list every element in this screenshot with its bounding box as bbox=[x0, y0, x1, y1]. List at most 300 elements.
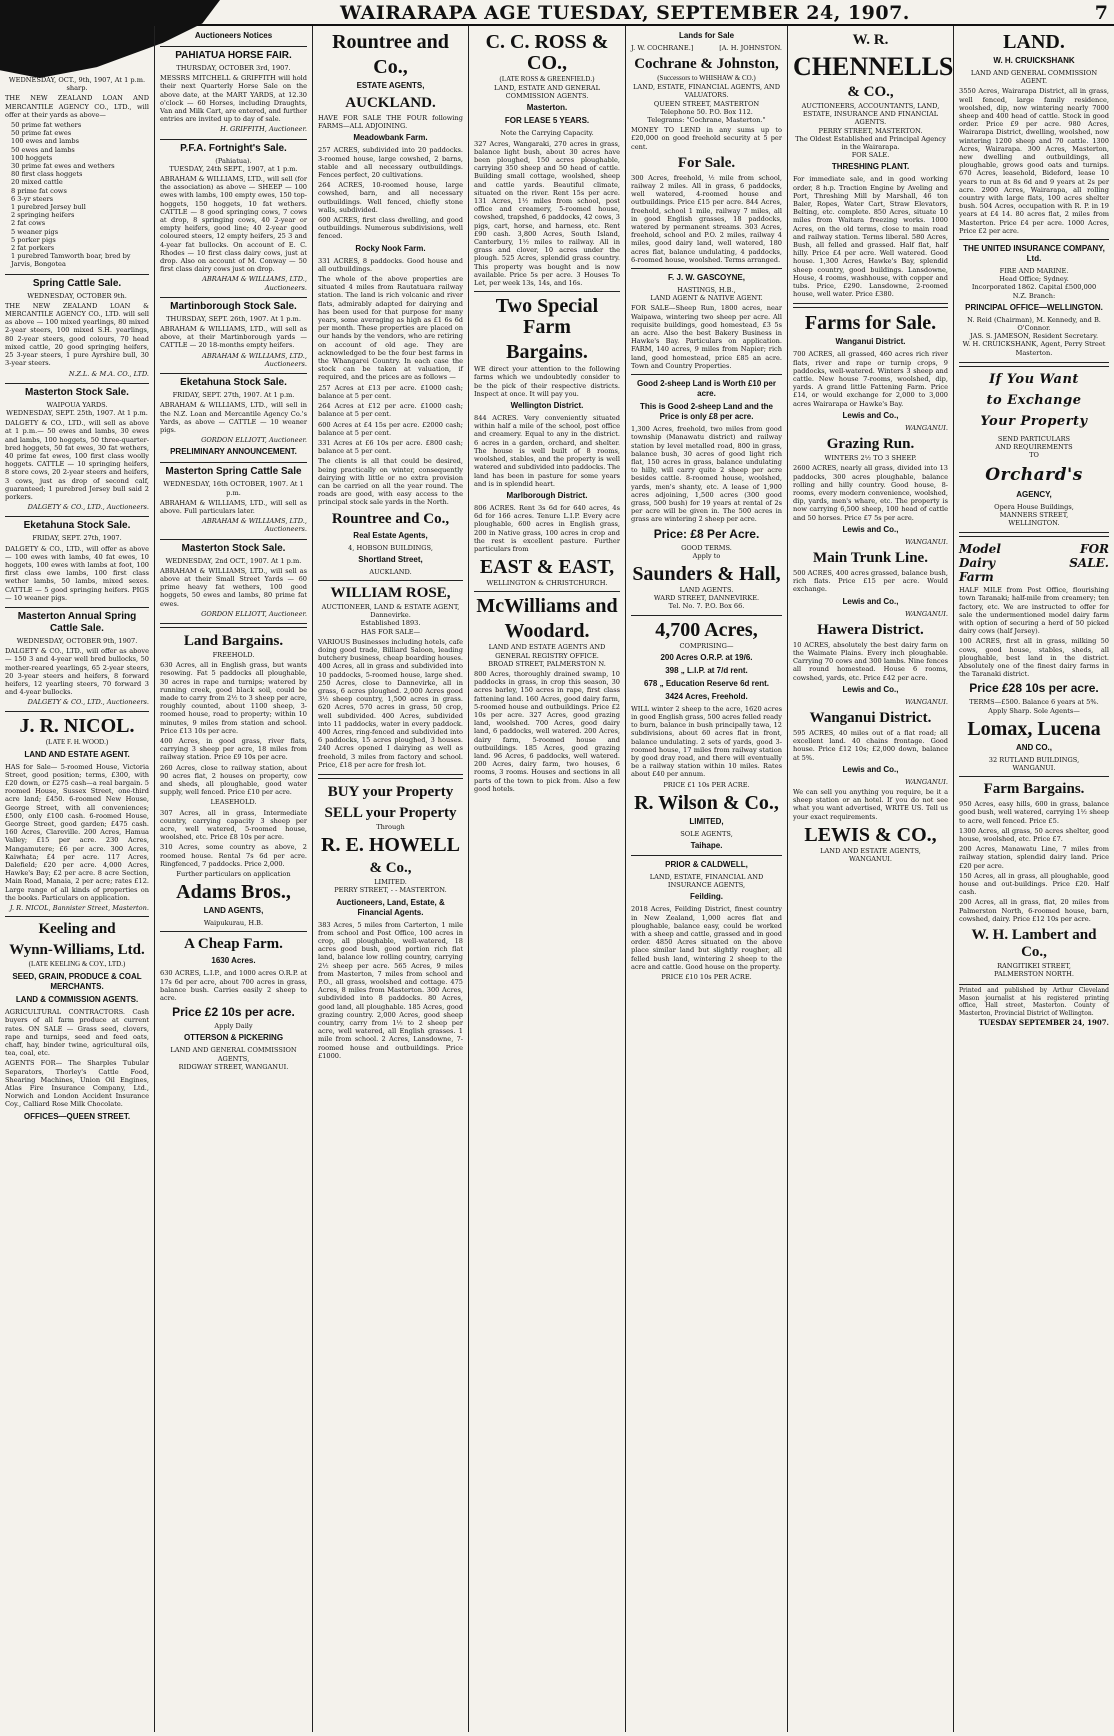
advertiser-branch: N.Z. Branch: bbox=[1012, 291, 1056, 300]
advert-title: For Sale. bbox=[677, 154, 736, 171]
advertiser-name: R. E. HOWELL bbox=[321, 834, 460, 857]
advertiser-name: Cochrane & Johnston, bbox=[634, 56, 779, 73]
divider bbox=[318, 774, 463, 779]
advert-title: Two Special Farm bbox=[495, 295, 599, 339]
advert-title: A Cheap Farm. bbox=[184, 936, 283, 953]
list-item: 50 prime fat wethers bbox=[11, 121, 82, 130]
advertiser-secretary: JAS. S. JAMESON, Resident Secretary. bbox=[969, 332, 1099, 341]
advertiser-name: W. H. Lambert and Co., bbox=[971, 927, 1097, 960]
section-body: ABRAHAM & WILLIAMS, LTD., will sell as above, at their Martinborough yards — CATTLE — 20 18-months empty heifers. bbox=[160, 325, 307, 350]
advert-title: SELL your Property bbox=[324, 805, 457, 821]
advertiser-name: Lewis and Co., bbox=[842, 410, 899, 420]
divider bbox=[959, 362, 1109, 367]
advert-price: Price £28 10s per acre. bbox=[969, 681, 1099, 696]
section-body: MESSRS MITCHELL & GRIFFITH will hold their next Quarterly Horse Sale on the above date, at the MART YARDS, at 12.30 o'clock — 60 Horses, including Draughts, Van and Milk Cart, are entered, and further entries are invited up to day of sale. bbox=[160, 74, 307, 124]
advert-body: HAVE FOR SALE THE FOUR following FARMS—ALL ADJOINING. bbox=[318, 114, 463, 131]
advert-body: 264 ACRES, 10-roomed house, large cowshed, barn, and all necessary outbuildings. Well fenced, chiefly stone walls, subdivided. bbox=[318, 181, 463, 214]
advertiser-address: 4, HOBSON BUILDINGS, bbox=[348, 543, 433, 552]
advertiser-role: LAND AND ESTATE AGENT. bbox=[24, 749, 130, 759]
advert-title: Farm Bargains. bbox=[983, 781, 1085, 798]
advertiser-address: WELLINGTON & CHRISTCHURCH. bbox=[486, 579, 608, 588]
advert-terms: GOOD TERMS. bbox=[681, 543, 732, 552]
advertiser-place: WANGANUI. bbox=[904, 609, 948, 618]
advertiser-address: QUEEN STREET, MASTERTON bbox=[653, 99, 760, 108]
advertiser-place: WANGANUI. bbox=[848, 854, 893, 863]
advert-subtitle: Wellington District. bbox=[510, 401, 584, 411]
advert-title: Main Trunk Line. bbox=[813, 549, 928, 566]
list-item: 264 Acres at £12 per acre. £1000 cash; balance at 5 per cent. bbox=[318, 402, 463, 419]
divider bbox=[474, 291, 620, 292]
advertiser-name: Lewis and Co., bbox=[842, 684, 899, 694]
advert-title: If You Want bbox=[989, 371, 1079, 387]
section-signature: ABRAHAM & WILLIAMS, LTD., Auctioneers. bbox=[202, 517, 307, 534]
column-6 bbox=[788, 26, 954, 1732]
divider bbox=[959, 239, 1109, 240]
column-2 bbox=[155, 26, 313, 1732]
advertiser-name: OTTERSON & PICKERING bbox=[183, 1033, 284, 1043]
advert-body: 200 Acres, all in grass, flat, 20 miles from Palmerston North, 6-roomed house, barn, cowshed, dairy. Price £12 10s per acre. bbox=[959, 898, 1109, 923]
advertiser-office: Head Office; Sydney. bbox=[999, 275, 1069, 284]
section-body: DALGETY & CO., LTD., will offer as above — 150 3 and 4-year well bred bullocks, 50 mother-reared yearlings, 65 2-year steers, 20 3-year steers and heifers, 8 forward heifers, 12 yearling steers, 70 forward 3 and 4-year bullocks. bbox=[5, 647, 149, 697]
sale-date: WEDNESDAY, OCT., 9th, 1907, At 1 p.m. sharp. bbox=[8, 76, 146, 93]
advertiser-role: LAND AGENTS, bbox=[203, 906, 264, 916]
advertiser-capital: Incorporated 1862. Capital £500,000 bbox=[971, 283, 1097, 292]
advert-body: 2018 Acres, Feilding District, finest country in New Zealand, 1,000 acres flat and ploughable, balance easy, could be worked with a sheep and cattle, grassed and in good order. 4850 Acres situated on the above place similar land but slightly rougher, all felled bush land, wintering 2 sheep to the acre and cattle. Good house on the property. bbox=[631, 905, 782, 971]
advert-footer: Further particulars on application bbox=[176, 870, 291, 879]
divider bbox=[5, 916, 149, 917]
model-dairy-heading bbox=[959, 542, 1109, 556]
advert-body: 300 Acres, freehold, ½ mile from school, railway 2 miles. All in grass, 6 paddocks, well watered, 4-roomed house and outbuildings. Price £15 per acre. 844 Acres, freehold, school 1 mile, railway 7 miles, all in good English grasses, 18 paddocks, watered by permanent streams. 303 Acres, freehold, school and P.O. 2 miles, railway 4 miles, good dairy land, well watered, 180 acres flat, balance undulating, 4 paddocks, 6-roomed house, woolshed. Terms arranged. bbox=[631, 173, 782, 264]
advertiser-name: Lewis and Co., bbox=[842, 596, 899, 606]
advert-body: The clients is all that could be desired, being practically on winter, consequently dairying with little or no extra provision can be carried on all the year round. The roads are good, with easy access to the principal stock sale yards in the North. bbox=[318, 457, 463, 507]
section-heading: Spring Cattle Sale. bbox=[5, 274, 149, 290]
list-item: 6 3-yr steers bbox=[11, 194, 54, 203]
cattle-list bbox=[5, 178, 149, 227]
advertiser-name: R. Wilson & Co., bbox=[634, 791, 779, 814]
advertiser-sub: (Successors to WHISHAW & CO.) bbox=[657, 74, 756, 83]
advert-title: Hawera District. bbox=[817, 621, 924, 638]
advertiser-place: WANGANUI. bbox=[904, 537, 948, 546]
advertiser-place: WANGANUI. bbox=[904, 777, 948, 786]
advert-apply: Apply to bbox=[692, 551, 721, 560]
advert-body: 307 Acres, all in grass, Intermediate country, carrying capacity 3 sheep per acre, well watered, 5-roomed house, woolshed, etc. Price £8 10s per acre. bbox=[160, 808, 307, 842]
column-header: Lands for Sale bbox=[678, 31, 735, 40]
advert-body: 200 Acres, Manawatu Line, 7 miles from railway station, splendid dairy land. Price £20 per acre. bbox=[959, 845, 1109, 870]
advertiser-role: LAND AND ESTATE AGENTS, bbox=[820, 846, 921, 855]
section-body: ABRAHAM & WILLIAMS, LTD., will sell in the N.Z. Loan and Mercantile Agency Co.'s Yards, as above — CATTLE — 10 weaner pigs. bbox=[160, 401, 307, 434]
advert-body: 600 ACRES, first class dwelling, and good outbuildings. Numerous subdivisions, well fenced. bbox=[318, 216, 463, 241]
advert-title: Wanganui District. bbox=[809, 709, 932, 726]
divider bbox=[631, 268, 782, 269]
section-date: THURSDAY, OCTOBER 3rd, 1907. bbox=[176, 64, 291, 72]
section-signature: GORDON ELLIOTT, Auctioneer. bbox=[201, 436, 307, 445]
advert-subtitle: Rocky Nook Farm. bbox=[355, 243, 426, 253]
list-item: 50 ewes and lambs bbox=[11, 145, 75, 154]
list-item: 3424 Acres, Freehold. bbox=[665, 691, 748, 701]
advertiser-role: LAND, ESTATE AND GENERAL COMMISSION AGENTS. bbox=[494, 84, 600, 101]
advertiser-name: Lewis and Co., bbox=[842, 764, 899, 774]
advertiser-role: LAND AND ESTATE AGENTS AND GENERAL REGISTRY OFFICE. bbox=[488, 643, 606, 660]
advertiser-name: Orchard's bbox=[985, 464, 1083, 485]
list-item: 257 Acres at £13 per acre. £1000 cash; balance at 5 per cent. bbox=[318, 383, 463, 400]
list-item: 600 Acres at £4 15s per acre. £2000 cash; balance at 5 per cent. bbox=[318, 420, 463, 437]
list-item: 331 Acres at £6 10s per acre. £800 cash; balance at 5 per cent. bbox=[318, 438, 463, 456]
section-date: THURSDAY, SEPT. 26th, 1907. At 1 p.m. bbox=[166, 314, 301, 323]
advert-body: FOR SALE—Sheep Run, 1800 acres, near Waipawa, wintering two sheep per acre. All requisite buildings, good homestead, £3 5s an acre. Also the best Bakery Business in Hawke's Bay. Particulars on application. FARM, 140 acres, 9 miles from Napier; rich land, good homestead, price £85 an acre. Town and Country Properties. bbox=[631, 304, 782, 370]
advertiser-role: Real Estate Agents, bbox=[353, 530, 428, 540]
list-item: 100 hoggets bbox=[11, 153, 53, 162]
list-item: 50 prime fat ewes bbox=[11, 129, 72, 138]
advertiser-sub: (LATE KEELING & COY., LTD.) bbox=[28, 960, 126, 969]
advert-body: 310 Acres, some country as above, 2 roomed house. Rental 7s 6d per acre. Ringfenced, 7 paddocks. Price 2,000. bbox=[160, 843, 307, 868]
nz-loan-intro: THE NEW ZEALAND LOAN AND MERCANTILE AGENCY CO., LTD., will offer at their yards as above— bbox=[5, 94, 149, 119]
advertiser-sub: (LATE ROSS & GREENFIELD.) bbox=[499, 75, 595, 83]
advert-body: 1,300 Acres, freehold, two miles from good township (Manawatu district) and railway station by level metalled road, 800 in grass, balance bush, 30 acres of good light rich flat, 150 acres in grass, balance undulating to hilly, will carry quite 2 sheep per acre besides cattle. 8-roomed house, woolshed, yards, men's shanty, etc. A lease of 1,900 acres adjoining, 1,500 acres (300 good grass, 500 bush) for 19 years at rental of 2s per acre will be given in. The 500 acres in grass are wintering 2 sheep per acre. bbox=[631, 425, 782, 524]
advert-body: 383 Acres, 5 miles from Carterton, 1 mile from school and Post Office, 100 acres in crop, all ploughable, well-watered, 18 acres good bush, good portion rich flat land, balance low rolling country, carrying 2½ sheep per acre. 565 Acres, 9 miles from Masterton, 7 miles from school and P.O., all grass, woolshed and cottage. 475 Acres, 8 miles from Masterton. 300 Acres, subdivided into 8 paddocks. 80 Acres, good land, all ploughable. 185 Acres, good grazing country. 2,000 Acres, good sheep country, carry from 1½ to 2 sheep per acre, well watered, all English grasses. 1 mile from school. 2 Acres, Lansdowne, 7-roomed house and outbuildings. Price £1000. bbox=[318, 920, 463, 1060]
advertiser-name: EAST & EAST, bbox=[479, 556, 615, 579]
section-body: DALGETY & CO., LTD., will sell as above at 1 p.m.— 50 ewes and lambs, 30 ewes and lambs, 100 hoggets, 50 three-quarter-bred hoggets, 50 fat ewes, 30 fat wethers, 40 prime fat ewes, 100 first class woolly hoggets. CATTLE — 10 springing heifers, 8 store cows, 20 2-year steers and heifers, 3 cows, just as drop of second calf, guaranteed; 1 purebred Jersey bull said 2 porkers. bbox=[5, 419, 149, 501]
section-heading: Masterton Annual Spring Cattle Sale. bbox=[5, 607, 149, 635]
advert-body: 400 Acres, in good grass, river flats, carrying 3 sheep per acre, 18 miles from railway station. Price £9 10s per acre. bbox=[160, 736, 307, 762]
partner-names bbox=[631, 44, 782, 52]
advert-subtitle: Marlborough District. bbox=[506, 490, 588, 500]
heading-word: Model bbox=[959, 542, 1001, 557]
column-7 bbox=[954, 26, 1114, 1732]
advert-body: For immediate sale, and in good working order, 8 h.p. Traction Engine by Aveling and Port, Threshing Mill by Marshall, 46 ton Baler, Ropes, Water Cart, Straw Elevators, Belting, etc. complete. 850 Acres, situate 10 miles from Waitara freezing works. 1000 Acres, on the old terms, close to main road and railway station. Terms liberal. 580 Acres, Bush, all felled and grassed. Half flat, half hilly. Price £4 per acre. Well watered. Good house. 1,300 Acres, Hawke's Bay, splendid sheep country, good buildings. Lansdowne, House, 4 rooms, washhouse, with copper and tubs. Price, £290. Lansdowne, 2-roomed house, well water. Price £380. bbox=[793, 175, 948, 299]
advert-signature: J. R. NICOL, Bannister Street, Masterton. bbox=[9, 904, 149, 913]
divider bbox=[318, 580, 463, 581]
sheep-list bbox=[5, 121, 149, 178]
advertiser-street: Shortland Street, bbox=[358, 554, 423, 564]
advertiser-place: Feilding. bbox=[690, 892, 723, 902]
advert-body: 630 Acres, all in English grass, but wants resowing. Fat 5 paddocks all ploughable, 30 acres in rape and turnips; watered by running creek, good black soil, could be made to carry from 2½ to 3 sheep per acre, roughly counted, about 1100 sheep, 3-roomed house, road to property; within 10 minutes, 9 miles from station and school. Price £13 10s per acre. bbox=[160, 661, 307, 735]
advertiser-telephone: Tel. No. 7. P.O. Box 66. bbox=[668, 602, 745, 611]
advertiser-address: RIDGWAY STREET, WANGANUI. bbox=[178, 1062, 289, 1071]
advertiser-address: PERRY STREET, - - MASTERTON. bbox=[334, 886, 447, 895]
advertiser-address: WARD STREET, DANNEVIRKE. bbox=[653, 594, 760, 603]
section-date: FRIDAY, SEPT. 27th, 1907. At 1 p.m. bbox=[172, 391, 295, 400]
divider bbox=[631, 615, 782, 616]
section-body: ABRAHAM & WILLIAMS, LTD., will sell as above at their Small Street Yards — 60 prime heavy fat wethers, 100 good hoggets, 50 ewes and lambs, 80 prime fat ewes. bbox=[160, 566, 307, 608]
advertiser-initials: W. R. bbox=[852, 32, 889, 48]
section-subheading: WAIPOUA YARDS. bbox=[46, 400, 108, 409]
advertiser-name: LEWIS & CO., bbox=[804, 823, 937, 846]
section-signature: DALGETY & CO., LTD., Auctioneers. bbox=[27, 698, 149, 707]
list-item: 2 fat porkers bbox=[11, 244, 55, 253]
advert-body: 950 Acres, easy hills, 600 in grass, balance good bush, well watered, carrying 1½ sheep to acre, well fenced. Price £5. bbox=[959, 800, 1109, 825]
advert-body: 800 Acres, thoroughly drained swamp, 10 paddocks in grass, in crop this season, 30 acres barley, 150 acres in rape, first class fattening land. 160 Acres, good dairy farm, 5-roomed house and outbuildings. Price £2 10s per acre. 327 Acres, good grazing land, woolshed. 700 Acres, good dairy land, 6 paddocks, well watered. 200 Acres, dairy farm, 5-roomed house and outbuildings. 185 Acres, good grazing land. 96 Acres, 6 paddocks, well watered. 200 Acres, dairy farm, two houses, 6 rooms, 3 rooms. Houses and sections in all parts of the town to pick from. Also a few good hotels. bbox=[474, 669, 620, 793]
advertiser-name: Adams Bros., bbox=[176, 881, 291, 904]
section-subheading: (Pahiatua). bbox=[215, 156, 252, 165]
advert-address: OFFICES—QUEEN STREET. bbox=[23, 1111, 131, 1121]
section-body: ABRAHAM & WILLIAMS, LTD., will sell as above. Full particulars later. bbox=[160, 498, 307, 515]
column-4 bbox=[469, 26, 626, 1732]
imprint-date: TUESDAY SEPTEMBER 24, 1907. bbox=[978, 1018, 1109, 1028]
divider bbox=[5, 711, 149, 712]
partner-left: J. W. COCHRANE.] bbox=[631, 44, 694, 52]
advert-body: 10 ACRES, absolutely the best dairy farm on the Waimate Plains. Every inch ploughable. Carrying 70 cows and 300 lambs. Nine fences all round homestead. House 6 rooms, cowshed, yards, etc. Price £42 per acre. bbox=[793, 640, 948, 682]
advert-body: 260 Acres, close to railway station, about 90 acres flat, 2 houses on property, cow and sheds, all ploughable, good water supply, well fenced. Price £10 per acre. bbox=[160, 763, 307, 797]
advertiser-telephone: Telephone 50. P.O. Box 112. bbox=[660, 107, 753, 116]
printer-imprint: Printed and published by Arthur Cleveland Mason journalist at his registered printing office, Hall street, Masterton. County of Masterton, Provincial District of Wellington. bbox=[959, 984, 1109, 1017]
advert-price: Price: £8 Per Acre. bbox=[653, 526, 760, 541]
advertiser-place: HASTINGS, H.B., bbox=[677, 286, 736, 295]
advertiser-name: C. C. ROSS & CO., bbox=[485, 31, 609, 74]
list-item: 20 mixed cattle bbox=[11, 178, 63, 187]
section-date: FRIDAY, SEPT. 27th, 1907. bbox=[32, 534, 122, 543]
advert-body: HAS for Sale— 5-roomed House, Victoria Street, good position; terms, £300, with £20 down, or £275 cash—a real bargain. 5 roomed House, Sussex Street, one-third acre land; £450. 6-roomed New House, George Street, with all conveniences; £500, only £100 cash. 6-roomed House, George Street, good garden; £475 cash. 160 Acres, Clareville. 200 Acres, Hamua Valley; £15 per acre. 230 Acres, Mangamutere; £6 per acre. 300 Acres, Kaiwhata; £4 per acre. 117 Acres, Dalefield; £20 per acre. 4,000 Acres, Hawke's Bay; £2 per acre. 8 acre Section, Main Road, Manaia, 2 per acre; rates £12. Large range of all kinds of properties on the books. Particulars on application. bbox=[5, 762, 149, 902]
advertiser-office: PRINCIPAL OFFICE—WELLINGTON. bbox=[965, 302, 1103, 312]
list-item: 1 purebred Tamworth boar, bred by Jarvis, Bongotea bbox=[11, 252, 131, 269]
advert-body: We can sell you anything you require, be it a sheep station or an hotel. If you do not see what you want advertised, WRITE US. Tell us your exact requirements. bbox=[793, 787, 948, 821]
advertiser-ltd: LIMITED, bbox=[689, 816, 724, 826]
advertiser-city: AUCKLAND. bbox=[369, 567, 412, 576]
section-signature: DALGETY & CO., LTD., Auctioneers. bbox=[27, 503, 149, 512]
advertiser-role: LAND, ESTATE, FINANCIAL AGENTS, AND VALUATORS. bbox=[633, 83, 780, 100]
advertiser-established: Established 1893. bbox=[360, 619, 421, 628]
section-signature: ABRAHAM & WILLIAMS, LTD., Auctioneers. bbox=[202, 351, 307, 368]
model-dairy-heading bbox=[959, 556, 1109, 570]
list-item: 80 first class hoggets bbox=[11, 170, 83, 179]
divider bbox=[959, 776, 1109, 777]
heading-word: FOR bbox=[1080, 542, 1109, 557]
advert-title: 4,700 Acres, bbox=[655, 618, 758, 641]
advert-title: Bargains. bbox=[506, 341, 588, 364]
section-body: THE NEW ZEALAND LOAN & MERCANTILE AGENCY CO., LTD. will sell as above — 100 mixed yearlings, 80 mixed 2-year steers, 100 mixed S.H. yearlings, 80 2-year steers, good colours, 70 head mixed cattle, 20 good springing heifers, 25 3-year steers, 1 pure Ayrshire bull, 30 3-year steers. bbox=[5, 301, 149, 368]
advertiser-name: CHENNELLS bbox=[793, 52, 954, 81]
advertiser-address: RANGITIKEI STREET, bbox=[997, 962, 1071, 970]
advert-price: PRICE £1 10s PER ACRE. bbox=[663, 780, 750, 789]
masthead-title: WAIRARAPA AGE TUESDAY, SEPTEMBER 24, 1907. bbox=[340, 2, 910, 24]
divider bbox=[474, 591, 620, 592]
advert-price: PRICE £10 10s PER ACRE. bbox=[661, 973, 752, 982]
section-signature: ABRAHAM & WILLIAMS, LTD., Auctioneers. bbox=[202, 275, 307, 292]
price-list bbox=[318, 384, 463, 456]
section-heading: Masterton Stock Sale. bbox=[160, 539, 307, 555]
advert-body: AGRICULTURAL CONTRACTORS. Cash buyers of all farm produce at current rates. ON SALE — Grass seed, clovers, rape and turnips, seed and feed oats, chaff, hay, binder twine, agricultural oils, tea, coal, etc. bbox=[5, 1008, 149, 1058]
advertiser-role: LAND AGENT & NATIVE AGENT. bbox=[650, 294, 763, 303]
advert-subtitle: Through bbox=[376, 823, 405, 831]
list-item: 8 prime fat cows bbox=[11, 186, 67, 195]
advert-subtitle: LEASEHOLD. bbox=[210, 798, 257, 807]
advertiser-name: Co., bbox=[373, 56, 408, 78]
advertiser-name: PRIOR & CALDWELL, bbox=[665, 859, 748, 869]
advertiser-name: J. R. NICOL. bbox=[19, 714, 135, 737]
advert-body: 1300 Acres, all grass, 50 acres shelter, good house, woolshed, etc. Price £7. bbox=[959, 826, 1109, 843]
advertiser-name: Lomax, Lucena bbox=[967, 717, 1101, 740]
advert-agents: AGENTS FOR— The Sharples Tubular Separators, Thorley's Cattle Food, Shearing Machines, Union Oil Engines, Atlas Fire Insurance Company, Ltd., Norwich and London Accident Insurance Coy., Calliard Rose Milk Chocolate. bbox=[5, 1059, 149, 1109]
divider bbox=[959, 532, 1109, 537]
advert-body: 500 ACRES, 400 acres grassed, balance bush, rich flats. Price £15 per acre. Would exchange. bbox=[793, 568, 948, 594]
advert-body: 595 ACRES, 40 miles out of a flat road; all excellent land. 40 chains frontage. Good house. Price £12 10s; £2,000 down, balance at 5%. bbox=[793, 728, 948, 762]
list-item: 2 fat cows bbox=[11, 219, 46, 228]
advertiser-place: Waipukurau, H.B. bbox=[203, 919, 264, 928]
list-item: 2 springing heifers bbox=[11, 211, 75, 220]
section-date: WEDNESDAY, SEPT. 25th, 1907. At 1 p.m. bbox=[6, 408, 148, 417]
advertiser-building: Opera House Buildings, bbox=[994, 502, 1074, 511]
advertiser-city: WELLINGTON. bbox=[1008, 518, 1060, 527]
advert-body: 3550 Acres, Wairarapa District, all in grass, well fenced, large family residence, woolshed, dip, now wintering nearly 7000 sheep and 400 head of cattle. Stock in good order. Price £9 per acre. 980 Acres, Wairarapa District, dwelling, woolshed, now wintering 1200 sheep and 70 cattle. 1300 Acres, Wairarapa. 300 Acres, Masterton, new dwelling and outbuildings, all ploughable, grows good oats and turnips. 670 Acres, leasehold, Bideford, lease 10 years to run at 8s 6d and 9 years at 2s per acre. 2900 Acres, Wairarapa, all rolling country with large flats, 100 acres shelter bush. 504 Acres, occupation with R. P. in 19 years at £4 14. 80 acres flat, 2 miles from Masterton. Price £4 per acre. 1000 Acres, Price £2 per acre. bbox=[959, 87, 1109, 235]
advert-terms: TERMS—£500. Balance 6 years at 5%. bbox=[969, 698, 1099, 707]
advert-text: SEND PARTICULARS bbox=[997, 434, 1071, 443]
section-date: WEDNESDAY, OCTOBER 9th. bbox=[27, 291, 127, 300]
advertiser-name: Saunders & Hall, bbox=[632, 562, 781, 585]
advert-title: Farms for Sale. bbox=[804, 312, 937, 335]
advertiser-city: PALMERSTON NORTH. bbox=[994, 970, 1074, 979]
advertiser-place: WANGANUI. bbox=[904, 697, 948, 706]
advertiser-name: McWilliams and bbox=[476, 595, 618, 618]
pigs-list bbox=[5, 228, 149, 269]
list-item: 1 purebred Jersey bull bbox=[11, 203, 86, 212]
divider bbox=[631, 855, 782, 856]
divider bbox=[631, 374, 782, 375]
advertiser-name: Wynn-Williams, Ltd. bbox=[9, 942, 145, 959]
page-number: 7 bbox=[1094, 2, 1108, 24]
advert-price: Price £2 10s per acre. bbox=[172, 1005, 295, 1020]
advertiser-role: LAND AND GENERAL COMMISSION AGENTS, bbox=[170, 1046, 297, 1063]
list-item: 200 Acres O.R.P. at 19/6. bbox=[660, 652, 753, 662]
advertiser-name: W. H. CRUICKSHANK bbox=[993, 56, 1075, 65]
advert-title: BUY your Property bbox=[327, 784, 454, 800]
advert-subtitle: 1630 Acres. bbox=[211, 956, 256, 966]
list-item: 30 prime fat ewes and wethers bbox=[11, 162, 115, 171]
advertiser-co: AND CO., bbox=[1016, 742, 1052, 752]
advert-subtitle: THRESHING PLANT. bbox=[831, 162, 910, 172]
advert-subtitle: Meadowbank Farm. bbox=[353, 133, 428, 143]
heading-word: Dairy bbox=[959, 556, 996, 571]
advertiser-name: Lewis and Co., bbox=[842, 524, 899, 534]
columns bbox=[0, 26, 1114, 1732]
advert-body: WILL winter 2 sheep to the acre, 1620 acres in good English grass, 500 acres felled ready to burn, balance in bush principally tawa, 12 subdivisions, about 60 acres flat in front, balance undulating. 2 sets of yards, good 3-roomed house, 17 miles from railway station by good dray road, and there will eventually be a railway station within 10 miles. Rates about £40 per annum. bbox=[631, 704, 782, 779]
advert-body: 806 ACRES. Rent 3s 6d for 640 acres, 4s 6d for 166 acres. Tenure L.I.P. Every acre ploughable, 600 acres in English grass, 200 in Native grass, 100 acres in crop and the rest is excellent pasture. Further particulars from bbox=[474, 503, 620, 553]
advertiser-name: Keeling and bbox=[38, 921, 116, 938]
section-date: WEDNESDAY, 16th OCTOBER, 1907. At 1 p.m. bbox=[163, 480, 304, 497]
advertiser-role: LAND & COMMISSION AGENTS. bbox=[15, 995, 139, 1005]
advertiser-name: Rountree and Co., bbox=[331, 510, 450, 527]
advertiser-role: Auctioneers, Land, Estate, & Financial Agents. bbox=[336, 897, 445, 917]
advertiser-role: AUCTIONEERS, ACCOUNTANTS, LAND, ESTATE, INSURANCE AND FINANCIAL AGENTS. bbox=[801, 102, 940, 127]
advert-body: WE direct your attention to the following farms which we undoubtedly consider to be the pick of their respective districts. Inspect at once. It will pay you. bbox=[474, 365, 620, 398]
heading-word: SALE. bbox=[1069, 556, 1109, 571]
advertiser-role: SOLE AGENTS, bbox=[680, 829, 733, 838]
model-dairy-heading bbox=[959, 570, 1109, 584]
advertiser-directors: N. Reid (Chairman), M. Kennedy, and B. O'Connor. bbox=[967, 315, 1101, 333]
advert-text: AND REQUIREMENTS bbox=[995, 443, 1073, 452]
advertiser-address: PERRY STREET, MASTERTON. bbox=[818, 126, 923, 135]
section-date: WEDNESDAY, 2nd OCT., 1907. At 1 p.m. bbox=[165, 556, 302, 565]
advertiser-city: AUCKLAND. bbox=[345, 95, 436, 111]
advert-body: 700 ACRES, all grassed, 460 acres rich river flats, river and rape or turnip crops, 9 paddocks, well-watered. Winters 3 sheep and cattle. New house 7-rooms, woolshed, dip, yards. A grand little Fattening Farm. Price £14, or would exchange for 2,000 to 3,000 acres Wairarapa or Hawke's Bay. bbox=[793, 350, 948, 408]
list-item: 5 porker pigs bbox=[11, 235, 56, 244]
advertiser-street: MANNERS STREET, bbox=[999, 510, 1069, 519]
list-item: 100 ewes and lambs bbox=[11, 137, 80, 146]
section-heading: Martinborough Stock Sale. bbox=[160, 297, 307, 313]
advert-body: 257 ACRES, subdivided into 20 paddocks. 3-roomed house, large cowshed, 2 barns, stable and all necessary outbuildings. Fences perfect, 20 cultivations. bbox=[318, 146, 463, 180]
advert-title: Good 2-sheep Land is Worth £10 per acre. bbox=[637, 379, 776, 399]
advert-title: Grazing Run. bbox=[826, 436, 915, 453]
advertiser-city: WANGANUI. bbox=[1012, 763, 1056, 772]
column-1 bbox=[0, 26, 155, 1732]
advert-body: VARIOUS Businesses including hotels, cafe doing good trade, Billiard Saloon, leading butchery business, cheap boarding houses. 400 Acres, all in grass and subdivided into 10 paddocks, 5-roomed house, large shed. 250 Acres, close to Dannevirke, all in grass, 6 acres ploughed. 2,000 Acres good 3½ sheep country, 1,500 acres in grass. 620 Acres, 570 acres in grass, 50 crop, well subdivided. 400 Acres, subdivided into 11 paddocks, water in every paddock. 400 Acres, ring-fenced and subdivided into 6 paddocks, 15 acres ploughed, 3 houses. 240 Acres opened I dairying as well as freehold, 3 miles from factory and school. Price, £18 per acre for fresh lot. bbox=[318, 637, 463, 769]
advertiser-sub: (LATE F. H. WOOD.) bbox=[45, 737, 109, 746]
advert-apply: Apply Sharp. Sole Agents— bbox=[988, 706, 1080, 715]
advertiser-role: SEED, GRAIN, PRODUCE & COAL MERCHANTS. bbox=[12, 972, 142, 992]
advertiser-name: THE UNITED INSURANCE COMPANY, Ltd. bbox=[963, 244, 1105, 264]
advertiser-name: WILLIAM ROSE, bbox=[330, 584, 451, 601]
advertiser-name: Woodard. bbox=[504, 620, 590, 643]
column-3 bbox=[313, 26, 469, 1732]
advertiser-name: & Co., bbox=[369, 860, 412, 877]
advert-body: HALF MILE from Post Office, flourishing town Taranaki; half-mile from creamery; ten factory, etc. We are instructed to offer for sale the undermentioned model dairy farm with option of securing a herd of 50 picked dairy cows (half Jersey). bbox=[959, 586, 1109, 636]
list-item: 398 „ L.I.P. at 7/d rent. bbox=[665, 665, 748, 675]
advert-body: The whole of the above properties are situated 4 miles from Rautatuara railway station. The land is rich volcanic and river flats, admirably adapted for dairying and has been used for that purpose for many years, some averaging as high as £1 6s 6d per month. These properties are placed on our hands by the vendors, who are retiring on account of old age. They are acknowledged to be the four best farms in the Whangarei Country. In each case the stock can be taken at valuation, if required, and the prices are as follows — bbox=[318, 275, 463, 382]
advert-subtitle: COMPRISING— bbox=[679, 641, 734, 650]
advert-body: 327 Acres, Wangaraki, 270 acres in grass, balance light bush, about 30 acres have been ploughed, 150 acres ploughable, carrying 350 sheep and 50 head of cattle. Building small cottage, woolshed, sheep and cattle yards. Beautiful climate, situated on the river. Rent 15s per acre. 131 Acres, 1½ miles from school, post office and creamery, 5-roomed house, cowshed, trapshed, 6 paddocks, 42 cows, 3 pigs, cart, horse, and harness, etc. Rent £90 cash. 3,800 Acres, South Island, Canterbury, 1½ miles to railway. All in grass and clover, 10 acres under the plough. 525 Acres, splendid grass country. This property was bought and is now available. Price 5s per acre. 3 Houses To Let, per week 13s, 14s, and 16s. bbox=[474, 139, 620, 288]
advert-body: 331 ACRES, 8 paddocks. Good house and all outbuildings. bbox=[318, 256, 463, 273]
advertiser-agent: W. H. CRUICKSHANK, Agent, Perry Street Masterton. bbox=[962, 340, 1106, 357]
advert-title: LAND. bbox=[1003, 31, 1065, 53]
divider bbox=[160, 623, 307, 628]
advert-body: MONEY TO LEND in any sums up to £20,000 on good freehold security at 5 per cent. bbox=[631, 126, 782, 151]
section-body: DALGETY & CO., LTD., will offer as above — 100 ewes with lambs, 40 fat ewes, 10 hoggets, 100 ewes with lambs at foot, 100 first class ewe lambs, 100 first class wether lambs, 50 lambs, mixed sexes. CATTLE — 5 good springing heifers. PIGS — 10 weaner pigs. bbox=[5, 544, 149, 602]
advertiser-role: AUCTIONEER, LAND & ESTATE AGENT, Dannevirke. bbox=[321, 602, 460, 620]
section-signature: N.Z.L. & M.A. CO., LTD. bbox=[68, 369, 149, 378]
divider bbox=[793, 303, 948, 308]
advertiser-agency: AGENCY, bbox=[1016, 489, 1052, 499]
advert-subtitle: HAS FOR SALE— bbox=[360, 627, 421, 636]
advertiser-telegram: Telegrams: "Cochrane, Masterton." bbox=[647, 116, 766, 125]
advertiser-address: BROAD STREET, PALMERSTON N. bbox=[488, 659, 606, 668]
section-date: WEDNESDAY, OCTOBER 9th, 1907. bbox=[16, 636, 138, 645]
section-signature: GORDON ELLIOTT, Auctioneer. bbox=[201, 609, 307, 618]
advertiser-name: Rountree and bbox=[332, 31, 449, 53]
section-body: ABRAHAM & WILLIAMS, LTD., will sell (for the association) as above — SHEEP — 100 ewes with lambs, 100 empty ewes, 150 top-hoggets, 150 hoggets, 10 fat wethers. CATTLE — 8 good springing cows, 7 cows at drop, 8 springing cows, 40 2-year or empty heifers, good line; 40 2-year good coloured steers, 12 empty heifers, 25 3 and 4-year fat bullocks. On account of E. C. Rhodes — 10 first class dairy cows, just at drop. Also on account of M. Conway — 50 first class dairy cows just on drop. bbox=[160, 175, 307, 274]
advertiser-role: LAND AGENTS. bbox=[679, 585, 734, 594]
advert-subtitle: Wanganui District. bbox=[835, 337, 906, 347]
advert-body: 150 Acres, all in grass, all ploughable, good house and out-buildings. Price £20. Half cash. bbox=[959, 871, 1109, 897]
advert-subtitle: WINTERS 2½ TO 3 SHEEP. bbox=[824, 454, 917, 463]
advert-body: 2600 ACRES, nearly all grass, divided into 13 paddocks, 300 acres ploughable, balance rolling and hilly country. Good house, 8-rooms, every modern convenience, woolshed, dip, yards, men's whare, etc. The property is now carrying 6,500 sheep, 100 head of cattle and 50 horses. Price £7 5s per acre. bbox=[793, 464, 948, 522]
advert-body: 100 ACRES, first all in grass, milking 50 cows, good house, stables, sheds, all ploughable, best land in the district. Absolutely one of the finest dairy farms in the Taranaki district. bbox=[959, 637, 1109, 679]
advertiser-role: ESTATE AGENTS, bbox=[356, 81, 425, 90]
divider bbox=[160, 931, 307, 932]
advertiser-tagline: The Oldest Established and Principal Agency in the Wairarapa. bbox=[795, 134, 946, 152]
advertiser-role: LAND, ESTATE, FINANCIAL AND INSURANCE AGENTS, bbox=[649, 872, 764, 890]
advert-subtitle: This is Good 2-sheep Land and the Price is only £8 per acre. bbox=[640, 402, 773, 422]
section-heading: Eketahuna Stock Sale. bbox=[160, 373, 307, 389]
section-signature: H. GRIFFITH, Auctioneer. bbox=[220, 125, 307, 134]
preliminary-announcement: PRELIMINARY ANNOUNCEMENT. bbox=[170, 447, 297, 457]
section-heading: P.F.A. Fortnight's Sale. bbox=[160, 139, 307, 155]
column-header: Auctioneers Notices bbox=[194, 31, 273, 40]
acreage-list bbox=[631, 653, 782, 702]
advert-subtitle: FREEHOLD. bbox=[212, 650, 255, 659]
advertiser-ltd: LIMITED. bbox=[374, 878, 407, 887]
advertiser-city: Masterton. bbox=[526, 103, 568, 113]
advert-title: Land Bargains. bbox=[183, 632, 284, 649]
column-5 bbox=[626, 26, 788, 1732]
section-heading: PAHIATUA HORSE FAIR. bbox=[160, 46, 307, 62]
list-item: 5 weaner pigs bbox=[11, 227, 59, 236]
advert-body: 630 ACRES, L.I.P., and 1000 acres O.R.P. at 17s 6d per acre, about 700 acres in grass, balance bush. Carries easily 2 sheep to acre. bbox=[160, 969, 307, 1003]
advertiser-role: FIRE AND MARINE. bbox=[999, 267, 1069, 276]
advertiser-address: 32 RUTLAND BUILDINGS, bbox=[988, 755, 1080, 764]
advert-note: Note the Carrying Capacity. bbox=[500, 129, 594, 138]
list-item: 678 „ Education Reserve 6d rent. bbox=[644, 678, 769, 688]
partner-right: [A. H. JOHNSTON. bbox=[719, 44, 782, 52]
advert-subtitle: FOR LEASE 5 YEARS. bbox=[504, 116, 590, 126]
advertiser-place: Taihape. bbox=[690, 840, 723, 850]
